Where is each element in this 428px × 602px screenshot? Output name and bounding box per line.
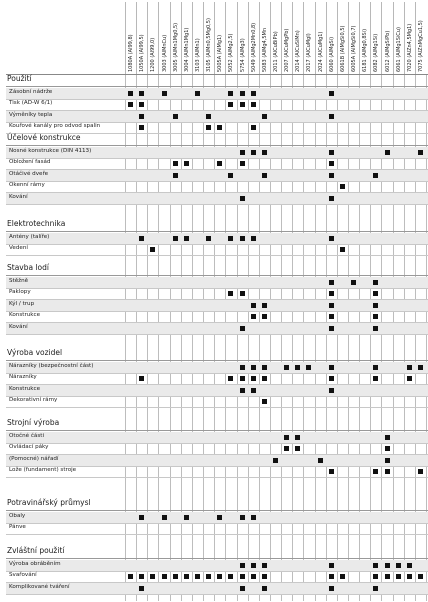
applicability-mark: [251, 91, 256, 96]
table-row: [6, 311, 428, 322]
applicability-mark: [162, 515, 167, 520]
alloy-header: [315, 2, 326, 74]
applicability-mark: [251, 150, 256, 155]
alloy-name: 5083 (AlMg4,5Mn: [261, 28, 268, 72]
alloy-name: 3105 (AlMn0,5Mg0,5): [206, 18, 213, 72]
alloy-name: 1080A (Al99,8): [128, 34, 135, 72]
row-divider: [6, 594, 428, 595]
alloy-header: [337, 2, 348, 74]
table-row: [6, 193, 428, 204]
table-row: [6, 443, 428, 454]
applicability-mark: [295, 365, 300, 370]
applicability-mark: [262, 365, 267, 370]
applicability-mark: [240, 586, 245, 591]
applicability-mark: [396, 574, 401, 579]
applicability-mark: [228, 291, 233, 296]
applicability-mark: [373, 303, 378, 308]
applicability-mark: [162, 91, 167, 96]
applicability-mark: [217, 515, 222, 520]
alloy-header: [393, 2, 404, 74]
row-label: Otáčivé dveře: [9, 170, 49, 177]
applicability-mark: [251, 102, 256, 107]
applicability-mark: [240, 236, 245, 241]
applicability-mark: [251, 574, 256, 579]
alloy-header: [237, 2, 248, 74]
applicability-mark: [240, 376, 245, 381]
alloy-name: 6181 (AlMg0,8Si): [362, 28, 369, 72]
applicability-mark: [240, 365, 245, 370]
applicability-mark: [262, 399, 267, 404]
table-row: [6, 288, 428, 299]
applicability-mark: [251, 303, 256, 308]
applicability-mark: [251, 376, 256, 381]
row-label: Ovládací páky: [9, 444, 49, 451]
applicability-mark: [385, 435, 390, 440]
row-label: Okenní rámy: [9, 182, 45, 189]
applicability-mark: [173, 236, 178, 241]
applicability-mark: [262, 114, 267, 119]
applicability-mark: [351, 280, 356, 285]
section-divider: [6, 558, 428, 559]
applicability-mark: [373, 291, 378, 296]
row-label: Nosné konstrukce (DIN 4113): [9, 148, 92, 154]
applicability-mark: [329, 376, 334, 381]
row-label: Kování: [9, 323, 28, 330]
applicability-mark: [240, 563, 245, 568]
applicability-mark: [240, 91, 245, 96]
table-row: [6, 88, 428, 99]
applicability-mark: [184, 161, 189, 166]
applicability-mark: [217, 574, 222, 579]
applicability-mark: [329, 114, 334, 119]
applicability-mark: [407, 376, 412, 381]
applicability-mark: [340, 574, 345, 579]
applicability-mark: [228, 376, 233, 381]
applicability-mark: [251, 125, 256, 130]
applicability-mark: [373, 280, 378, 285]
applicability-mark: [407, 563, 412, 568]
row-divider: [6, 334, 428, 335]
applicability-mark: [228, 236, 233, 241]
alloy-header: [415, 2, 426, 74]
section-divider: [6, 360, 428, 361]
applicability-mark: [329, 196, 334, 201]
applicability-mark: [139, 114, 144, 119]
table-row: [6, 373, 428, 384]
table-row: [6, 170, 428, 181]
row-label: Konstrukce: [9, 312, 41, 319]
alloy-name: 6012 (AlMgSiPb): [384, 30, 391, 72]
row-label: Nárazníky (bezpečnostní část): [9, 363, 94, 369]
applicability-mark: [206, 114, 211, 119]
applicability-mark: [329, 326, 334, 331]
table-row: [6, 466, 428, 477]
alloy-header: [348, 2, 359, 74]
applicability-mark: [373, 326, 378, 331]
table-row: [6, 455, 428, 466]
applicability-mark: [407, 574, 412, 579]
alloy-header: [359, 2, 370, 74]
alloy-name: 2024 (AlCuMg1): [317, 31, 324, 72]
applicability-mark: [228, 574, 233, 579]
applicability-mark: [329, 314, 334, 319]
applicability-mark: [418, 574, 423, 579]
alloy-name: 3005 (AlMn1Mg0,5): [172, 22, 179, 72]
alloy-header: [381, 2, 392, 74]
applicability-mark: [240, 161, 245, 166]
applicability-mark: [139, 586, 144, 591]
applicability-mark: [240, 574, 245, 579]
applicability-mark: [418, 365, 423, 370]
section-title: Stavba lodí: [7, 263, 49, 272]
alloy-header: [214, 2, 225, 74]
table-row: [6, 385, 428, 396]
alloy-name: 6061B (AlMgSi0,5): [339, 25, 346, 72]
section-title: Výroba vozidel: [7, 348, 63, 357]
alloy-header: [326, 2, 337, 74]
applicability-mark: [385, 469, 390, 474]
applicability-mark: [139, 236, 144, 241]
applicability-mark: [217, 161, 222, 166]
applicability-mark: [228, 173, 233, 178]
applicability-mark: [273, 458, 278, 463]
applicability-mark: [329, 291, 334, 296]
applicability-mark: [396, 563, 401, 568]
row-label: Otočné části: [9, 433, 45, 439]
applicability-mark: [184, 236, 189, 241]
table-row: [6, 396, 428, 407]
applicability-mark: [373, 314, 378, 319]
section-title: Strojní výroba: [7, 418, 60, 427]
applicability-mark: [385, 446, 390, 451]
applicability-mark: [284, 446, 289, 451]
applicability-mark: [340, 247, 345, 252]
applicability-mark: [128, 574, 133, 579]
applicability-mark: [240, 196, 245, 201]
applicability-mark: [373, 376, 378, 381]
row-label: Stěžně: [9, 278, 29, 284]
applicability-mark: [173, 114, 178, 119]
applicability-mark: [373, 365, 378, 370]
applicability-mark: [418, 469, 423, 474]
applicability-mark: [251, 563, 256, 568]
row-label: Obložení fasád: [9, 159, 51, 166]
table-row: [6, 583, 428, 594]
applicability-mark: [251, 388, 256, 393]
table-row: [6, 233, 428, 244]
row-label: Pánve: [9, 524, 26, 531]
row-divider: [6, 255, 428, 256]
row-label: Komplikované tváření: [9, 583, 70, 590]
alloy-name: 2011 (AlCuBiPb): [273, 31, 279, 72]
alloy-name: 3003 (AlMnCu): [161, 34, 168, 72]
row-divider: [6, 477, 428, 478]
alloy-name: 5754 (AlMg3): [239, 38, 246, 72]
section-title: Elektrotechnika: [7, 219, 66, 228]
alloy-header: [292, 2, 303, 74]
section-divider: [6, 275, 428, 276]
applicability-mark: [329, 91, 334, 96]
alloy-header: [125, 2, 136, 74]
applicability-mark: [373, 586, 378, 591]
row-label: Výroba obráběním: [9, 561, 61, 567]
section-title: Použití: [7, 74, 32, 83]
table-row: [6, 244, 428, 255]
applicability-mark: [373, 563, 378, 568]
applicability-mark: [150, 247, 155, 252]
section-title: Účelové konstrukce: [7, 133, 81, 142]
applicability-mark: [295, 446, 300, 451]
applicability-mark: [139, 91, 144, 96]
applicability-mark: [329, 586, 334, 591]
section-divider: [6, 145, 428, 146]
applicability-mark: [162, 574, 167, 579]
applicability-mark: [318, 458, 323, 463]
row-label: Kování: [9, 193, 28, 200]
row-label: Obaly: [9, 513, 26, 519]
applicability-mark: [385, 563, 390, 568]
applicability-mark: [385, 574, 390, 579]
applicability-mark: [206, 574, 211, 579]
applicability-mark: [195, 91, 200, 96]
applicability-mark: [240, 150, 245, 155]
row-divider: [6, 534, 428, 535]
alloy-header: [270, 2, 281, 74]
applicability-mark: [173, 574, 178, 579]
section-divider: [6, 86, 428, 87]
row-divider: [6, 407, 428, 408]
table-row: [6, 323, 428, 334]
applicability-mark: [262, 150, 267, 155]
alloy-header: [136, 2, 147, 74]
alloy-name: 2017 (AlCuMgI): [306, 33, 313, 72]
alloy-header: [192, 2, 203, 74]
table-row: [6, 111, 428, 122]
applicability-mark: [240, 102, 245, 107]
row-label: Paklopy: [9, 289, 31, 296]
section-title: Zvláštní použití: [7, 546, 65, 555]
applicability-mark: [228, 102, 233, 107]
applicability-mark: [329, 563, 334, 568]
alloy-name: 7020 (AlZn4,5Mg1): [406, 23, 413, 72]
section-divider: [6, 430, 428, 431]
alloy-header: [248, 2, 259, 74]
applicability-mark: [262, 314, 267, 319]
applicability-mark: [139, 574, 144, 579]
row-label: Kouřové kanály pro odvod spalin: [9, 123, 101, 130]
alloy-header: [147, 2, 158, 74]
applicability-mark: [373, 173, 378, 178]
applicability-mark: [329, 303, 334, 308]
applicability-mark: [329, 574, 334, 579]
applicability-mark: [329, 236, 334, 241]
alloy-header: [170, 2, 181, 74]
applicability-mark: [262, 173, 267, 178]
applicability-mark: [184, 574, 189, 579]
applicability-mark: [139, 376, 144, 381]
section-title: Potravinářský průmysl: [7, 498, 91, 507]
applicability-mark: [329, 280, 334, 285]
applicability-mark: [240, 326, 245, 331]
alloy-name: 3103 (AlMn1): [194, 38, 201, 72]
row-label: Tisk (AD-W 6/1): [9, 100, 53, 107]
row-label: Zásobní nádrže: [9, 89, 53, 95]
applicability-mark: [385, 458, 390, 463]
table-row: [6, 362, 428, 373]
row-label: Výměníky tepla: [9, 111, 53, 118]
applicability-mark: [340, 184, 345, 189]
applicability-mark: [284, 365, 289, 370]
applicability-mark: [407, 365, 412, 370]
alloy-name: 6060 (AlMgSi): [328, 36, 335, 72]
applicability-mark: [306, 365, 311, 370]
alloy-name: 2014 (AlCuSiMn): [295, 30, 302, 72]
applicability-mark: [329, 388, 334, 393]
alloy-name: 6061 (AlMg1SiCu): [395, 27, 402, 72]
applicability-mark: [262, 376, 267, 381]
table-row: [6, 523, 428, 534]
applicability-mark: [262, 303, 267, 308]
applicability-mark: [262, 586, 267, 591]
alloy-name: 3004 (AlMn1Mg1): [183, 27, 190, 72]
applicability-mark: [373, 469, 378, 474]
applicability-mark: [240, 291, 245, 296]
applicability-mark: [240, 515, 245, 520]
applicability-mark: [128, 102, 133, 107]
table-row: [6, 432, 428, 443]
row-label: Vedení: [9, 245, 28, 252]
alloy-name: 5049 (AlMg2Mn0,8): [250, 22, 257, 72]
applicability-mark: [251, 515, 256, 520]
applicability-mark: [329, 150, 334, 155]
applicability-mark: [206, 236, 211, 241]
table-row: [6, 277, 428, 288]
applicability-mark: [329, 173, 334, 178]
row-label: Nárazníky: [9, 374, 37, 381]
alloy-header: [303, 2, 314, 74]
alloy-header: [404, 2, 415, 74]
applicability-mark: [228, 91, 233, 96]
applicability-mark: [251, 236, 256, 241]
table-row: [6, 181, 428, 192]
alloy-name: 1050A (Al99,5): [139, 34, 146, 72]
table-row: [6, 300, 428, 311]
row-divider: [6, 204, 428, 205]
table-row: [6, 99, 428, 110]
alloy-header: [370, 2, 381, 74]
applicability-mark: [195, 574, 200, 579]
applicability-mark: [385, 150, 390, 155]
row-label: Konstrukce: [9, 385, 41, 392]
applicability-mark: [329, 365, 334, 370]
applicability-mark: [173, 173, 178, 178]
alloy-header: [181, 2, 192, 74]
row-label: Kýl / trup: [9, 300, 35, 307]
applicability-mark: [184, 515, 189, 520]
applicability-mark: [139, 515, 144, 520]
applicability-mark: [418, 150, 423, 155]
alloy-name: 7075 (AlZnMgCu1,5): [417, 20, 424, 72]
alloy-name: 2007 (AlCuMgPb): [284, 28, 291, 72]
applicability-mark: [139, 125, 144, 130]
applicability-mark: [284, 435, 289, 440]
alloy-header: [281, 2, 292, 74]
row-label: Svařování: [9, 572, 37, 579]
applicability-mark: [128, 91, 133, 96]
applicability-mark: [373, 574, 378, 579]
applicability-mark: [262, 574, 267, 579]
table-row: [6, 147, 428, 158]
row-label: (Pomocné) nářadí: [9, 455, 59, 462]
header-rule: [6, 74, 428, 75]
section-divider: [6, 510, 428, 511]
applicability-mark: [295, 435, 300, 440]
alloy-header: [259, 2, 270, 74]
applicability-mark: [150, 574, 155, 579]
applicability-mark: [240, 388, 245, 393]
applicability-mark: [251, 314, 256, 319]
applicability-mark: [206, 125, 211, 130]
alloy-name: 1200 (Al99,0): [150, 37, 157, 72]
applicability-mark: [251, 365, 256, 370]
row-label: Lože (fundament) stroje: [9, 467, 77, 474]
applicability-mark: [262, 563, 267, 568]
alloy-header: [225, 2, 236, 74]
section-divider: [6, 231, 428, 232]
alloy-header: [203, 2, 214, 74]
applicability-mark: [329, 469, 334, 474]
alloy-name: 5005A (AlMg1): [217, 34, 224, 72]
applicability-mark: [139, 102, 144, 107]
alloy-header: [158, 2, 169, 74]
applicability-mark: [217, 125, 222, 130]
applicability-mark: [329, 161, 334, 166]
alloy-name: 6082 (AlMg1Si): [373, 33, 380, 72]
row-label: Antény (talíře): [9, 234, 50, 240]
applicability-mark: [173, 161, 178, 166]
table-row: [6, 560, 428, 571]
alloy-name: 5052 (AlMg2,5): [228, 33, 235, 72]
alloy-name: 6005A (AlMgSi0,7): [351, 25, 358, 72]
row-label: Dekorativní rámy: [9, 397, 58, 404]
